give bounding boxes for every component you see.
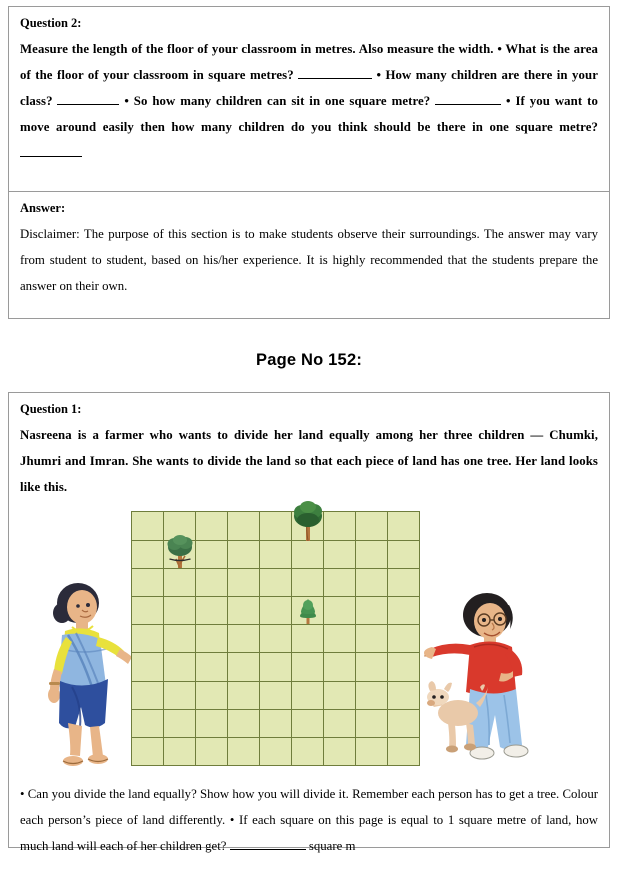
land-grid-cell[interactable]: [324, 596, 356, 624]
question-1-bottom-part-2: square m: [308, 838, 356, 853]
land-grid-cell[interactable]: [164, 625, 196, 653]
answer-2-section: [9, 192, 609, 318]
land-grid-cell[interactable]: [324, 653, 356, 681]
land-grid-cell[interactable]: [228, 709, 260, 737]
land-grid-row: [132, 681, 420, 709]
land-grid-cell[interactable]: [324, 625, 356, 653]
land-grid-cell[interactable]: [324, 681, 356, 709]
land-grid-cell[interactable]: [196, 540, 228, 568]
question-2-part-4: • If you want to move around easily then how many children do you think should be there in one square metre?: [20, 94, 598, 135]
question-1-bottom-part-1: • Can you divide the land equally? Show how you will divide it. Remember each person has to get a tree. Colour each person’s piece of land differently. • If each square on this page is equal to 1 square metre of land, how much land will each of her children get?: [20, 787, 598, 853]
land-grid-row: [132, 709, 420, 737]
land-grid-cell[interactable]: [356, 540, 388, 568]
land-grid-cell[interactable]: [388, 681, 420, 709]
land-grid-cell[interactable]: [228, 512, 260, 540]
answer-blank-children-count[interactable]: [57, 104, 119, 105]
land-grid-cell[interactable]: [228, 568, 260, 596]
land-grid-cell[interactable]: [324, 738, 356, 766]
land-grid-cell[interactable]: [292, 512, 324, 540]
land-grid-cell[interactable]: [164, 568, 196, 596]
land-grid-cell[interactable]: [356, 709, 388, 737]
land-grid-cell[interactable]: [260, 512, 292, 540]
land-grid-wrap: [131, 511, 420, 766]
land-grid-row: [132, 625, 420, 653]
land-grid-cell[interactable]: [196, 653, 228, 681]
land-grid-cell[interactable]: [292, 568, 324, 596]
land-grid-cell[interactable]: [164, 540, 196, 568]
question-1-label: Question 1:: [20, 402, 82, 416]
land-grid-cell[interactable]: [132, 512, 164, 540]
land-grid-cell[interactable]: [164, 738, 196, 766]
page-number-heading: Page No 152:: [255, 351, 363, 369]
land-grid-cell[interactable]: [388, 512, 420, 540]
land-grid-cell[interactable]: [164, 681, 196, 709]
land-grid-cell[interactable]: [132, 653, 164, 681]
land-grid-cell[interactable]: [228, 625, 260, 653]
land-grid-cell[interactable]: [196, 625, 228, 653]
question-2-box: [8, 6, 610, 319]
land-grid-cell[interactable]: [324, 512, 356, 540]
question-1-bottom-text: [20, 782, 598, 860]
land-grid-row: [132, 540, 420, 568]
land-grid-cell[interactable]: [132, 596, 164, 624]
land-grid-cell[interactable]: [228, 681, 260, 709]
question-1-tail-section: [9, 777, 609, 869]
land-grid-cell[interactable]: [228, 596, 260, 624]
land-grid-row: [132, 568, 420, 596]
land-grid-row: [132, 653, 420, 681]
land-grid-cell[interactable]: [260, 709, 292, 737]
land-grid-cell[interactable]: [388, 709, 420, 737]
land-grid-cell[interactable]: [356, 625, 388, 653]
question-1-section: [9, 393, 609, 777]
land-grid-cell[interactable]: [164, 653, 196, 681]
land-grid-cell[interactable]: [132, 738, 164, 766]
question-2-section: [9, 7, 609, 191]
answer-blank-children-per-sqm[interactable]: [435, 104, 501, 105]
land-grid-cell[interactable]: [388, 540, 420, 568]
farmer-woman-figure: [32, 577, 136, 773]
land-grid-cell[interactable]: [196, 568, 228, 596]
question-2-part-3: • So how many children can sit in one square metre?: [124, 94, 431, 109]
land-grid-cell[interactable]: [260, 681, 292, 709]
land-grid-cell[interactable]: [196, 512, 228, 540]
land-grid-cell[interactable]: [164, 709, 196, 737]
land-grid-cell[interactable]: [324, 709, 356, 737]
land-grid-cell[interactable]: [388, 653, 420, 681]
land-grid-cell[interactable]: [356, 568, 388, 596]
land-grid-cell[interactable]: [292, 709, 324, 737]
question-1-text: Nasreena is a farmer who wants to divide her land equally among her three children — Chumki, Jhumri and Imran. She wants to divide the land so that each piece of land has one tree. Her land looks like this.: [20, 428, 598, 495]
answer-blank-comfortable-count[interactable]: [20, 156, 82, 157]
land-grid-cell[interactable]: [388, 625, 420, 653]
land-grid-cell[interactable]: [132, 681, 164, 709]
land-grid-cell[interactable]: [356, 596, 388, 624]
land-grid-cell[interactable]: [132, 568, 164, 596]
answer-blank-land-per-child[interactable]: [230, 849, 306, 850]
land-grid-cell[interactable]: [292, 681, 324, 709]
land-grid-cell[interactable]: [196, 738, 228, 766]
land-grid-cell[interactable]: [388, 738, 420, 766]
land-grid-cell[interactable]: [388, 568, 420, 596]
land-grid[interactable]: [131, 511, 420, 766]
question-1-box: [8, 392, 610, 853]
land-grid-cell[interactable]: [260, 596, 292, 624]
land-grid-cell[interactable]: [292, 653, 324, 681]
land-grid-cell[interactable]: [132, 540, 164, 568]
tree-small-icon: [298, 597, 318, 625]
land-grid-cell[interactable]: [260, 625, 292, 653]
land-illustration: [20, 507, 598, 775]
land-grid-cell[interactable]: [292, 596, 324, 624]
land-grid-cell[interactable]: [356, 653, 388, 681]
land-grid-cell[interactable]: [260, 653, 292, 681]
land-grid-cell[interactable]: [260, 738, 292, 766]
land-grid-row: [132, 512, 420, 540]
land-grid-row: [132, 596, 420, 624]
land-grid-cell[interactable]: [388, 596, 420, 624]
land-grid-cell[interactable]: [196, 709, 228, 737]
land-grid-row: [132, 738, 420, 766]
land-grid-cell[interactable]: [164, 596, 196, 624]
land-grid-cell[interactable]: [356, 681, 388, 709]
land-grid-cell[interactable]: [260, 540, 292, 568]
land-grid-cell[interactable]: [132, 625, 164, 653]
land-grid-cell[interactable]: [292, 738, 324, 766]
land-grid-cell[interactable]: [356, 738, 388, 766]
land-grid-cell[interactable]: [260, 568, 292, 596]
question-2-part-2: • How many children are there in your class?: [20, 68, 598, 109]
land-grid-cell[interactable]: [324, 568, 356, 596]
land-grid-cell[interactable]: [356, 512, 388, 540]
land-grid-cell[interactable]: [228, 540, 260, 568]
land-grid-cell[interactable]: [164, 512, 196, 540]
question-2-text: [20, 37, 598, 167]
land-grid-cell[interactable]: [324, 540, 356, 568]
land-grid-cell[interactable]: [196, 596, 228, 624]
answer-2-text: Disclaimer: The purpose of this section is to make students observe their surroundings. The answer may vary from student to student, based on his/her experience. It is highly recommended that the students prepare the answer on their own.: [20, 227, 598, 294]
answer-2-label: Answer:: [20, 201, 66, 215]
land-grid-cell[interactable]: [292, 625, 324, 653]
land-grid-cell[interactable]: [196, 681, 228, 709]
question-2-label: Question 2:: [20, 16, 82, 30]
girl-with-dog-figure: [424, 587, 546, 767]
land-grid-cell[interactable]: [228, 738, 260, 766]
tree-large-icon: [293, 500, 323, 542]
question-2-part-1: Measure the length of the floor of your classroom in metres. Also measure the width. • What is the area of the floor of your classroom in square metres?: [20, 42, 598, 83]
land-grid-cell[interactable]: [292, 540, 324, 568]
land-grid-cell[interactable]: [228, 653, 260, 681]
land-grid-cell[interactable]: [132, 709, 164, 737]
answer-blank-area[interactable]: [298, 78, 372, 79]
